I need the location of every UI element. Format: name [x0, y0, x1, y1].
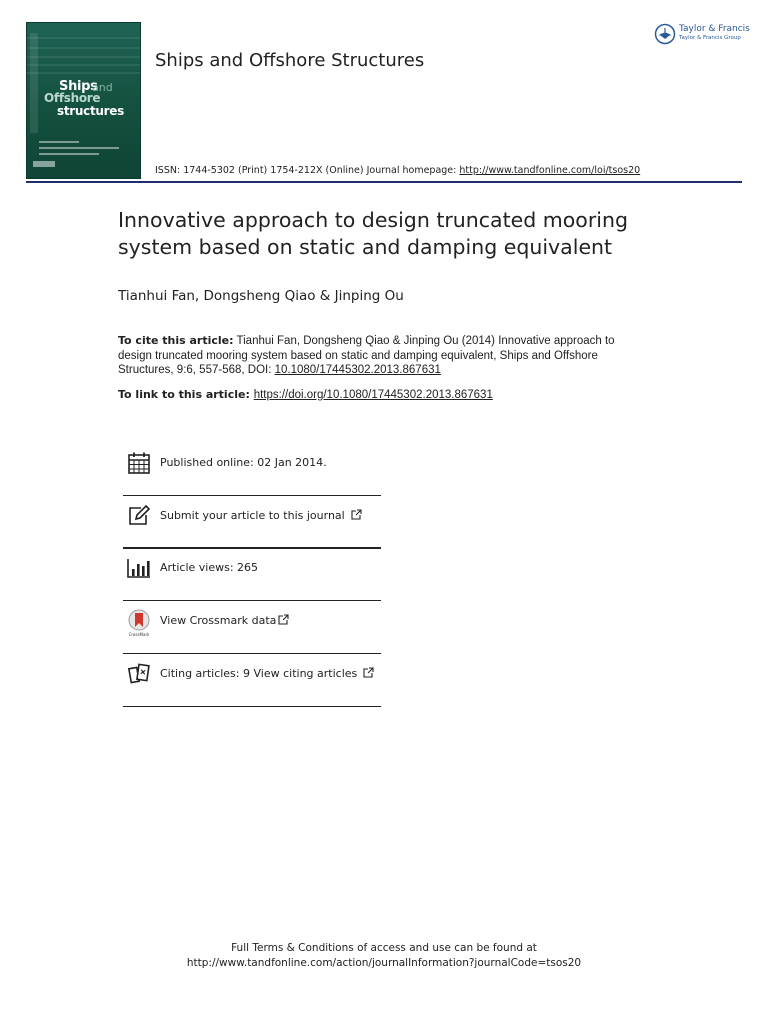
issn-text: ISSN: 1744-5302 (Print) 1754-212X (Online) Journal homepage:: [155, 165, 460, 176]
article-views-text: Article views: 265: [160, 561, 259, 574]
footer-terms-text: Full Terms & Conditions of access and use can be found at: [231, 942, 537, 954]
issn-line: [155, 165, 640, 176]
cover-title-structures: structures: [57, 104, 124, 118]
divider: [123, 653, 381, 654]
link-label: To link to this article:: [118, 388, 254, 401]
taylor-francis-logo-icon: [654, 23, 676, 45]
publisher-logo[interactable]: [654, 22, 750, 46]
cite-label: To cite this article:: [118, 334, 234, 347]
view-crossmark-link[interactable]: [160, 614, 289, 627]
footer: [0, 941, 768, 970]
submit-article-label: Submit your article to this journal: [160, 509, 345, 522]
publisher-group: Taylor & Francis Group: [679, 35, 741, 41]
crossmark-caption: CrossMark: [128, 632, 150, 637]
submit-article-row[interactable]: [124, 504, 381, 540]
cite-doi-link[interactable]: 10.1080/17445302.2013.867631: [274, 364, 441, 376]
citing-articles-row[interactable]: [124, 662, 381, 698]
header-divider: [26, 181, 742, 183]
cover-title-and: and: [92, 81, 113, 94]
article-authors: Tianhui Fan, Dongsheng Qiao & Jinping Ou: [118, 288, 404, 304]
cite-text: Tianhui Fan, Dongsheng Qiao & Jinping Ou (2014) Innovative approach to design truncated mooring system based on static and damping equivalent, Ships and Offshore Structures, 9:6, 557-568, DOI:: [118, 335, 615, 376]
article-link-block: [118, 388, 493, 401]
citing-articles-link[interactable]: [160, 667, 374, 680]
crossmark-row[interactable]: [124, 609, 381, 645]
external-link-icon: [351, 509, 362, 520]
external-link-icon: [363, 667, 374, 678]
cover-title-ships: Ships: [59, 79, 98, 94]
crossmark-icon: [127, 609, 151, 637]
bar-chart-icon: [127, 556, 151, 580]
journal-cover-image: [26, 22, 141, 179]
divider: [123, 600, 381, 601]
edit-icon: [127, 504, 151, 528]
submit-article-link[interactable]: [160, 509, 362, 522]
published-online-row: [124, 451, 381, 487]
journal-homepage-link[interactable]: http://www.tandfonline.com/loi/tsos20: [459, 165, 641, 176]
article-views-row: [124, 556, 381, 592]
article-doi-link[interactable]: https://doi.org/10.1080/17445302.2013.867631: [253, 389, 493, 401]
divider: [123, 495, 381, 496]
citing-articles-label: Citing articles: 9 View citing articles: [160, 667, 358, 680]
external-link-icon: [278, 614, 289, 625]
divider: [123, 547, 381, 549]
divider: [123, 706, 381, 707]
cover-title-offshore: Offshore: [44, 91, 101, 105]
footer-terms-link[interactable]: http://www.tandfonline.com/action/journalInformation?journalCode=tsos20: [186, 956, 582, 969]
citing-articles-icon: [127, 662, 151, 686]
citation-block: [118, 334, 648, 378]
journal-name: Ships and Offshore Structures: [155, 50, 425, 71]
article-title: Innovative approach to design truncated mooring system based on static and damping equivalent: [118, 208, 628, 259]
publisher-name: Taylor & Francis: [679, 24, 750, 34]
crossmark-label: View Crossmark data: [160, 614, 277, 627]
calendar-icon: [127, 451, 151, 475]
published-online-text: Published online: 02 Jan 2014.: [160, 456, 327, 469]
